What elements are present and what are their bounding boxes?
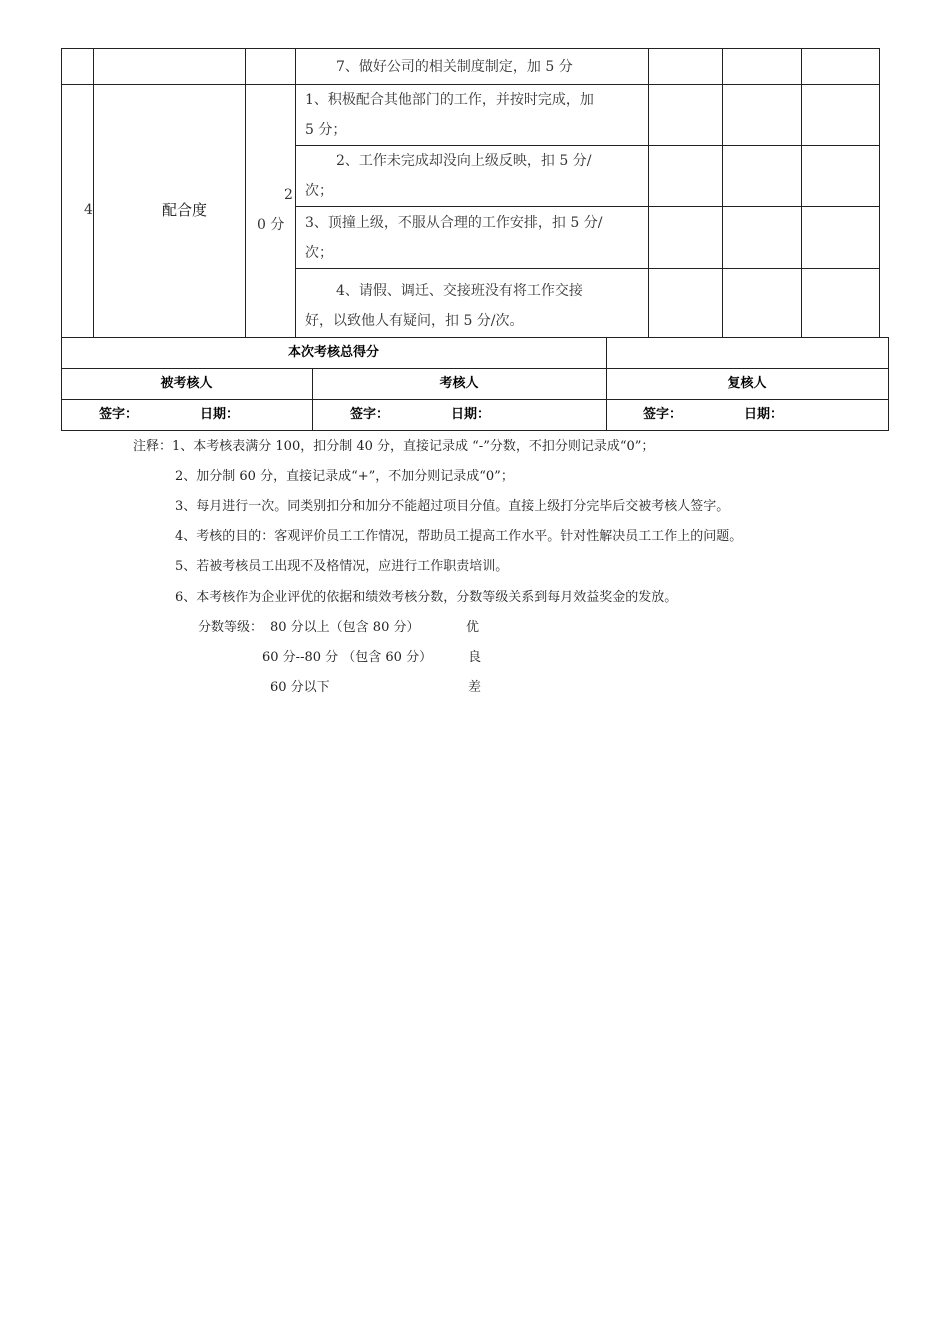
note-5: 5、若被考核员工出现不及格情况，应进行工作职责培训。 [175,559,509,574]
section-number: 4 [84,202,93,218]
assessor-label: 考核人 [439,376,479,391]
note-2: 2、加分制 60 分，直接记录成“+”，不加分则记录成“0”； [175,469,514,484]
item-4-line1: 4、请假、调迁、交接班没有将工作交接 [336,283,583,299]
item-2-line1: 2、工作未完成却没向上级反映，扣 5 分/ [336,153,592,169]
assessed-person-label: 被考核人 [160,376,213,391]
grade-range-2: 60 分--80 分 （包含 60 分） [262,650,433,665]
table-line [61,430,889,431]
sign-label-assessor: 签字： [350,407,390,422]
table-line [245,48,246,337]
item-3-line1: 3、顶撞上级，不服从合理的工作安排，扣 5 分/ [305,215,603,231]
table-line [879,48,880,337]
item-1-line1: 1、积极配合其他部门的工作，并按时完成，加 [305,92,594,108]
table-line [296,268,880,269]
note-4: 4、考核的目的：客观评价员工工作情况，帮助员工提高工作水平。针对性解决员工工作上的问题。 [175,529,743,544]
grade-range-3: 60 分以下 [270,680,330,695]
sign-label-assessed: 签字： [99,407,139,422]
total-score-label: 本次考核总得分 [287,345,379,360]
sign-label-reviewer: 签字： [643,407,683,422]
table-line [296,206,880,207]
reviewer-label: 复核人 [727,376,767,391]
total-score-field[interactable] [607,338,888,368]
item-2-line2: 次； [305,183,333,199]
grade-value-1: 优 [466,620,480,635]
note-6: 6、本考核作为企业评优的依据和绩效考核分数，分数等级关系到每月效益奖金的发放。 [175,590,678,605]
grade-label: 分数等级： [198,620,264,635]
table-line [722,48,723,337]
table-line [93,48,94,337]
note-1: 注释：1、本考核表满分 100，扣分制 40 分，直接记录成 “-”分数，不扣分则记录成“0”； [133,439,655,454]
section-score-part1: 2 [284,187,293,203]
item-4-line2: 好，以致他人有疑问，扣 5 分/次。 [305,313,524,329]
section-score-part2: 0 分 [257,217,285,233]
section-name: 配合度 [162,201,208,219]
table-line [295,48,296,337]
table-line [801,48,802,337]
table-line [888,337,889,430]
item-1-line2: 5 分； [305,122,347,138]
table-line [648,48,649,337]
table-line [61,48,62,337]
item-row-7-text: 7、做好公司的相关制度制定，加 5 分 [336,59,573,75]
item-3-line2: 次； [305,245,333,261]
date-label-assessed: 日期： [200,407,240,422]
grade-value-2: 良 [468,650,482,665]
date-label-reviewer: 日期： [744,407,784,422]
grade-range-1: 80 分以上（包含 80 分） [270,620,420,635]
grade-value-3: 差 [468,680,482,695]
table-line [61,48,880,49]
date-label-assessor: 日期： [451,407,491,422]
note-3: 3、每月进行一次。同类别扣分和加分不能超过项目分值。直接上级打分完毕后交被考核人签字。 [175,499,730,514]
